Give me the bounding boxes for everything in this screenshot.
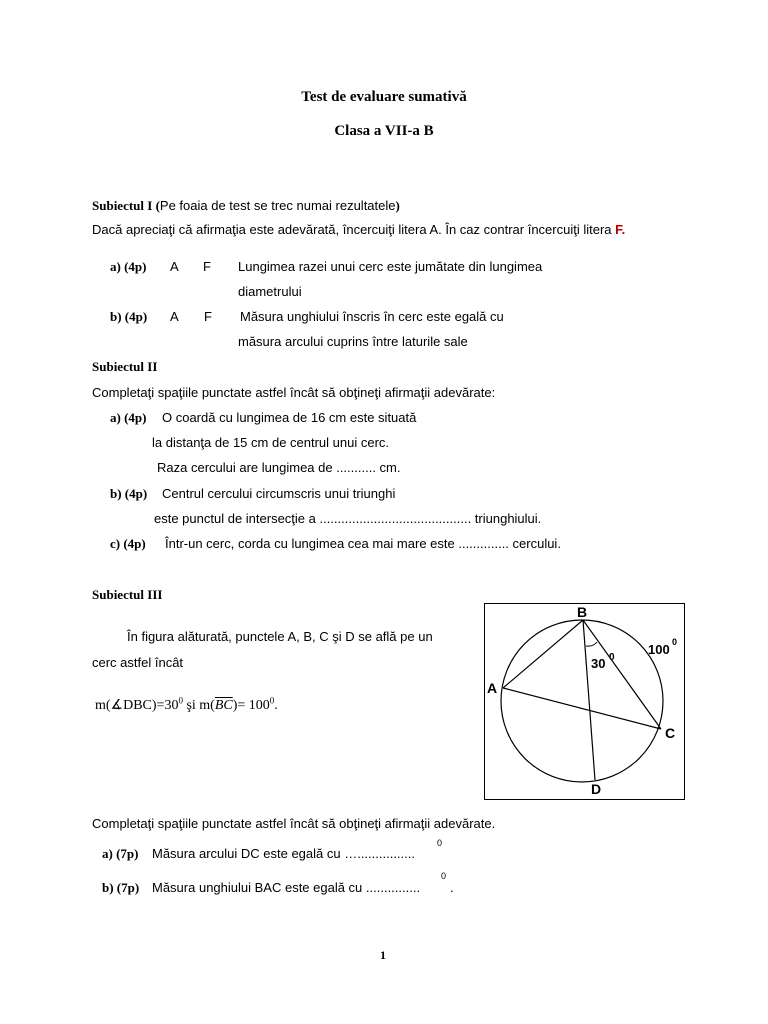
item-2b-line1: Centrul cercului circumscris unui triunghi bbox=[162, 486, 396, 501]
item-3b-label: b) (7p) bbox=[102, 880, 140, 895]
item-1b-label: b) (4p) bbox=[110, 309, 148, 324]
subiect-1-instruction: Dacă apreciaţi că afirmaţia este adevărată, încercuiţi litera A. În caz contrar încercuiţi litera F. bbox=[92, 222, 626, 237]
angle-value-label: 30 bbox=[591, 656, 606, 671]
subiect-3-condition: $m(∡DBC)=30^0$ şi $m(\overline{BC})= 100^0$. bbox=[95, 695, 278, 713]
item-3a-label: a) (7p) bbox=[102, 846, 139, 861]
circle-diagram bbox=[485, 604, 684, 799]
item-1b-option-f[interactable]: F bbox=[204, 309, 212, 324]
point-b-label: B bbox=[577, 604, 588, 620]
subiect-1-heading: Subiectul I (Pe foaia de test se trec numai rezultatele) bbox=[92, 198, 400, 213]
item-2a-line2: la distanţa de 15 cm de centrul unui cerc. bbox=[152, 435, 390, 450]
segment-ac bbox=[503, 688, 661, 729]
subiect-2-instruction: Completaţi spaţiile punctate astfel încât să obţineţi afirmaţii adevărate: bbox=[92, 385, 496, 400]
page-title: Test de evaluare sumativă bbox=[301, 89, 467, 105]
arc-degree-mark: 0 bbox=[672, 637, 678, 647]
item-1b-option-a[interactable]: A bbox=[170, 309, 179, 324]
item-3b-degree: 0 bbox=[441, 871, 447, 881]
item-2b-label: b) (4p) bbox=[110, 486, 148, 501]
item-2c-line1: Într-un cerc, corda cu lungimea cea mai mare este .............. cercului. bbox=[165, 536, 561, 551]
item-1a-option-f[interactable]: F bbox=[203, 259, 211, 274]
item-2a-label: a) (4p) bbox=[110, 410, 147, 425]
point-a-label: A bbox=[487, 680, 498, 696]
arc-bc-notation: $\overline{BC}$ bbox=[214, 698, 233, 713]
item-3a-text: Măsura arcului DC este egală cu …................ bbox=[152, 846, 415, 861]
subiect-3-instruction: Completaţi spaţiile punctate astfel încât să obţineţi afirmaţii adevărate. bbox=[92, 816, 496, 831]
item-1b-text-line1: Măsura unghiului înscris în cerc este egală cu bbox=[240, 309, 504, 324]
angle-arc-mark bbox=[586, 642, 597, 646]
circle-figure bbox=[484, 603, 685, 800]
item-1a-label: a) (4p) bbox=[110, 259, 147, 274]
item-1a-text-line2: diametrului bbox=[238, 284, 302, 299]
subiect-2-heading: Subiectul II bbox=[92, 359, 158, 374]
item-3b-text: Măsura unghiului BAC este egală cu ............... bbox=[152, 880, 421, 895]
point-c-label: C bbox=[665, 725, 676, 741]
item-3a-degree: 0 bbox=[437, 838, 443, 848]
item-1b-text-line2: măsura arcului cuprins între laturile sale bbox=[238, 334, 468, 349]
subiect-3-heading: Subiectul III bbox=[92, 587, 163, 602]
segment-bd bbox=[583, 620, 595, 780]
angle-degree-mark: 0 bbox=[609, 652, 615, 663]
segment-bc bbox=[583, 620, 661, 729]
item-2c-label: c) (4p) bbox=[110, 536, 146, 551]
page-number: 1 bbox=[380, 948, 386, 962]
item-2a-line1: O coardă cu lungimea de 16 cm este situată bbox=[162, 410, 417, 425]
arc-value-label: 100 bbox=[648, 642, 670, 657]
subiect-3-intro-line1: În figura alăturată, punctele A, B, C şi D se află pe un bbox=[127, 629, 433, 644]
item-3b-tail: . bbox=[450, 880, 454, 895]
item-1a-text-line1: Lungimea razei unui cerc este jumătate din lungimea bbox=[238, 259, 543, 274]
item-1a-option-a[interactable]: A bbox=[170, 259, 179, 274]
point-d-label: D bbox=[591, 781, 602, 797]
item-2b-line2: este punctul de intersecţie a .......................................... triunghiului. bbox=[154, 511, 542, 526]
subiect-1-note: Pe foaia de test se trec numai rezultatele bbox=[159, 198, 396, 213]
subiect-3-intro-line2: cerc astfel încât bbox=[92, 655, 184, 670]
instruction-letter-f: F bbox=[615, 222, 622, 237]
item-2a-line3: Raza cercului are lungimea de ........... cm. bbox=[157, 460, 401, 475]
class-label: Clasa a VII-a B bbox=[334, 123, 434, 139]
subiect-1-title: Subiectul I bbox=[92, 198, 153, 213]
circle-shape bbox=[501, 620, 663, 782]
